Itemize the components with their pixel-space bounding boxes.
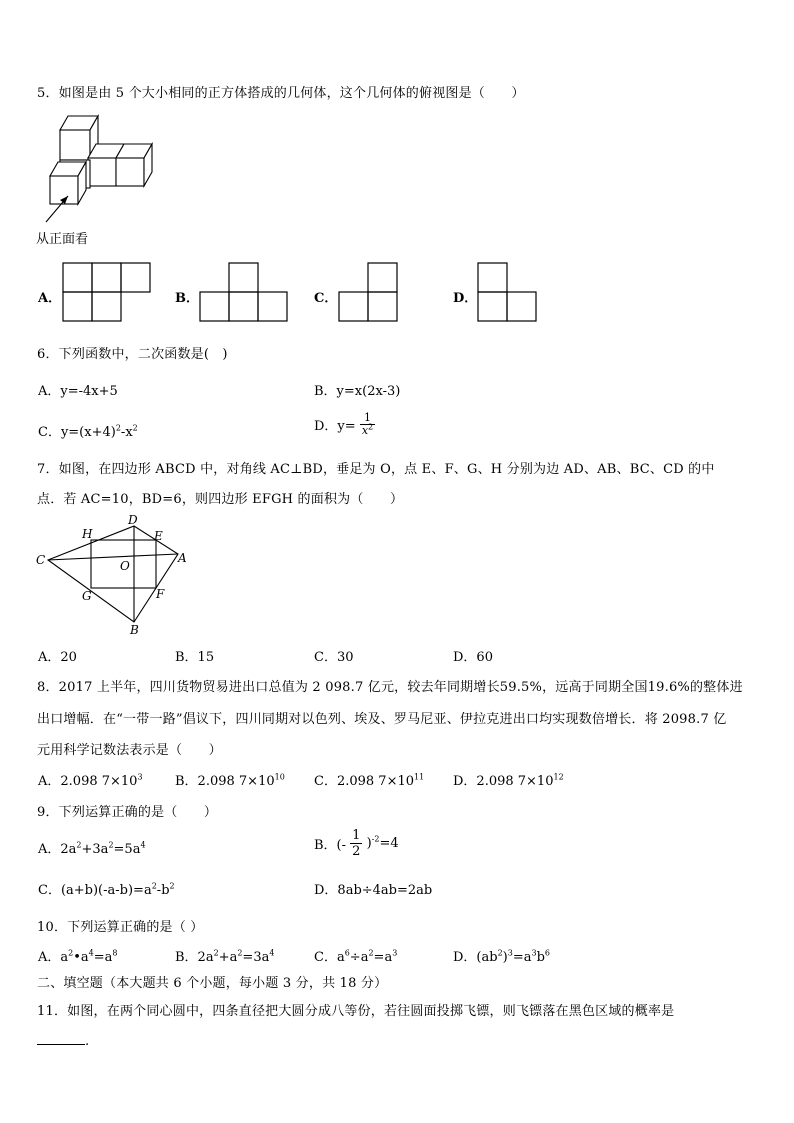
q5-stem: 5．如图是由 5 个大小相同的正方体搭成的几何体，这个几何体的俯视图是（ ） bbox=[37, 86, 525, 101]
q11-stem: 11．如图，在两个同心圆中，四条直径把大圆分成八等份，若往圆面投掷飞镖，则飞镖落在黑色区域的概率是 bbox=[37, 1004, 675, 1019]
q10-option-b[interactable]: B．$2a^2+a^2=3a^4$ bbox=[175, 948, 275, 965]
label-b: B bbox=[130, 623, 139, 636]
q8-line3: 元用科学记数法表示是（ ） bbox=[37, 743, 222, 758]
q6-stem: 6．下列函数中，二次函数是( ) bbox=[37, 347, 228, 362]
q6-option-b[interactable]: B．y=x(2x-3) bbox=[314, 384, 401, 399]
q8-line2: 出口增幅．在“一带一路”倡议下，四川同期对以色列、埃及、罗马尼亚、伊拉克进出口均实现数倍增长．将 2098.7 亿 bbox=[37, 712, 727, 727]
q7-option-c[interactable]: C．30 bbox=[314, 650, 354, 665]
q9-option-c[interactable]: C．$(a+b)(-a-b)=a^2-b^2$ bbox=[38, 881, 175, 898]
q5-option-d-figure[interactable] bbox=[477, 262, 541, 324]
q9-stem: 9．下列运算正确的是（ ） bbox=[37, 805, 218, 820]
q7-option-d[interactable]: D．60 bbox=[453, 650, 493, 665]
q7-stem-line2: 点．若 AC=10，BD=6，则四边形 EFGH 的面积为（ ） bbox=[37, 492, 404, 507]
q5-view-caption: 从正面看 bbox=[36, 232, 89, 247]
label-o: O bbox=[120, 559, 130, 573]
q8-option-b[interactable]: B．2.098 $7\times 10^{10}$ bbox=[175, 772, 285, 789]
q7-option-b[interactable]: B．15 bbox=[175, 650, 215, 665]
q10-option-c[interactable]: C．$a^6\div a^2=a^3$ bbox=[314, 948, 398, 965]
q5-option-c-label: C． bbox=[314, 291, 338, 306]
label-f: F bbox=[156, 587, 165, 601]
fraction: $\frac{1}{x^2}$ bbox=[361, 411, 374, 437]
label-e: E bbox=[154, 529, 163, 543]
q5-option-c-figure[interactable] bbox=[338, 262, 402, 324]
answer-blank[interactable] bbox=[37, 1032, 85, 1045]
q7-stem-line1: 7．如图，在四边形 ABCD 中，对角线 AC⊥BD，垂足为 O，点 E、F、G、H 分别为边 AD、AB、BC、CD 的中 bbox=[37, 462, 715, 477]
q9-option-a[interactable]: A．$2a^2+3a^2=5a^4$ bbox=[38, 840, 146, 857]
q9-option-b[interactable]: B．(- $\frac{1}{2}$ )$^{-2}$=4 bbox=[314, 828, 399, 859]
q8-line1: 8．2017 上半年，四川货物贸易进出口总值为 2 098.7 亿元，较去年同期增长59.5%，远高于同期全国19.6%的整体进 bbox=[37, 680, 743, 695]
section-heading-fill-in: 二、填空题（本大题共 6 个小题，每小题 3 分，共 18 分） bbox=[37, 976, 388, 991]
label-h: H bbox=[82, 527, 93, 541]
q10-option-d[interactable]: D．$(ab^2)^3=a^3b^6$ bbox=[453, 948, 551, 965]
q8-option-a[interactable]: A．2.098 $7\times 10^3$ bbox=[38, 772, 143, 789]
label-a: A bbox=[178, 551, 187, 565]
q7-option-a[interactable]: A．20 bbox=[38, 650, 77, 665]
q6-option-d[interactable]: D．y= $\frac{1}{x^2}$ bbox=[314, 411, 374, 437]
q6-option-c[interactable]: C．$y=(x+4)^2-x^2$ bbox=[38, 423, 138, 440]
q5-option-d-label: D． bbox=[453, 291, 478, 306]
q5-3d-figure bbox=[38, 112, 163, 242]
q8-option-d[interactable]: D．2.098 $7\times 10^{12}$ bbox=[453, 772, 564, 789]
fraction: $\frac{1}{2}$ bbox=[352, 828, 361, 859]
q8-option-c[interactable]: C．2.098 $7\times 10^{11}$ bbox=[314, 772, 425, 789]
q6-option-a[interactable]: A．y=-4x+5 bbox=[38, 384, 118, 399]
label-c: C bbox=[36, 553, 46, 567]
q5-option-b-label: B． bbox=[175, 291, 199, 306]
q9-option-d[interactable]: D．8ab÷4ab=2ab bbox=[314, 883, 433, 898]
q5-option-a-label: A． bbox=[38, 291, 62, 306]
q7-quadrilateral-figure bbox=[34, 512, 194, 636]
q11-answer-line[interactable]: . bbox=[37, 1032, 89, 1049]
label-g: G bbox=[82, 589, 92, 603]
q5-option-a-figure[interactable] bbox=[62, 262, 154, 324]
q5-option-b-figure[interactable] bbox=[199, 262, 291, 324]
q10-option-a[interactable]: A．$a^2•a^4=a^8$ bbox=[38, 948, 118, 965]
label-d: D bbox=[128, 513, 138, 527]
q10-stem: 10．下列运算正确的是（ ） bbox=[37, 920, 204, 935]
